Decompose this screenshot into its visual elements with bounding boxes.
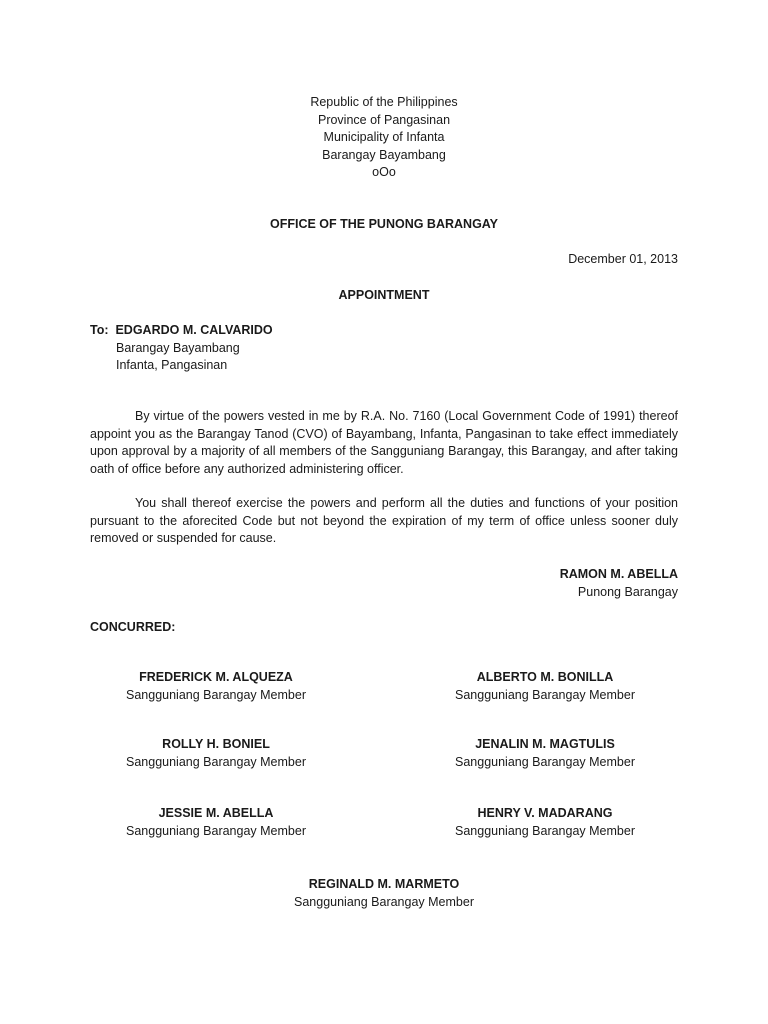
letterhead-province: Province of Pangasinan xyxy=(317,112,451,127)
member-title: Sangguniang Barangay Member xyxy=(294,894,474,909)
member-name: FREDERICK M. ALQUEZA xyxy=(139,670,293,684)
member-name: ALBERTO M. BONILLA xyxy=(476,670,614,684)
member-title: Sangguniang Barangay Member xyxy=(455,754,635,769)
member-name: JESSIE M. ABELLA xyxy=(158,806,274,820)
addressee-line xyxy=(90,322,273,340)
body-paragraph-2: You shall thereof exercise the powers and perform all the duties and functions of your position pursuant to the aforecited Code but not beyond the expiration of my term of office unless sooner duly removed or suspended for cause. xyxy=(90,496,678,545)
letterhead-municipality: Municipality of Infanta xyxy=(323,130,445,144)
addressee-block xyxy=(90,322,273,375)
member-title: Sangguniang Barangay Member xyxy=(126,823,306,838)
document-date: December 01, 2013 xyxy=(568,252,678,266)
member-name: ROLLY H. BONIEL xyxy=(162,737,270,751)
letterhead-ornament: oOo xyxy=(372,165,396,179)
to-label: To: xyxy=(90,323,109,337)
member-title: Sangguniang Barangay Member xyxy=(126,687,306,702)
member-signature xyxy=(425,669,665,704)
letterhead-barangay: Barangay Bayambang xyxy=(322,147,446,162)
member-signature xyxy=(425,805,665,840)
body-paragraph-1: By virtue of the powers vested in me by R.A. No. 7160 (Local Government Code of 1991) thereof appoint you as the Barangay Tanod (CVO) of Bayambang, Infanta, Pangasinan to take effect immediately upon approval by a majority of all members of the Sangguniang Barangay, this Barangay, and after taking oath of office before any authorized administering officer. xyxy=(90,409,678,476)
member-signature xyxy=(96,736,336,771)
signatory-title: Punong Barangay xyxy=(577,584,678,599)
letterhead xyxy=(0,94,768,182)
signatory-block xyxy=(560,566,678,601)
member-name: HENRY V. MADARANG xyxy=(477,806,613,820)
member-title: Sangguniang Barangay Member xyxy=(455,687,635,702)
addressee-name: EDGARDO M. CALVARIDO xyxy=(115,323,273,337)
member-signature xyxy=(96,805,336,840)
member-title: Sangguniang Barangay Member xyxy=(455,823,635,838)
member-signature xyxy=(96,669,336,704)
office-title: OFFICE OF THE PUNONG BARANGAY xyxy=(269,217,499,231)
member-signature xyxy=(264,876,504,911)
letterhead-country: Republic of the Philippines xyxy=(310,95,458,109)
addressee-address-2: Infanta, Pangasinan xyxy=(116,358,228,372)
member-name: REGINALD M. MARMETO xyxy=(308,877,460,891)
concurred-label: CONCURRED: xyxy=(90,620,176,634)
addressee-address-1: Barangay Bayambang xyxy=(116,340,240,355)
member-name: JENALIN M. MAGTULIS xyxy=(475,737,615,751)
document-title: APPOINTMENT xyxy=(338,288,430,302)
member-signature xyxy=(425,736,665,771)
member-title: Sangguniang Barangay Member xyxy=(126,754,306,769)
body-text xyxy=(90,408,678,565)
signatory-name: RAMON M. ABELLA xyxy=(559,567,678,581)
